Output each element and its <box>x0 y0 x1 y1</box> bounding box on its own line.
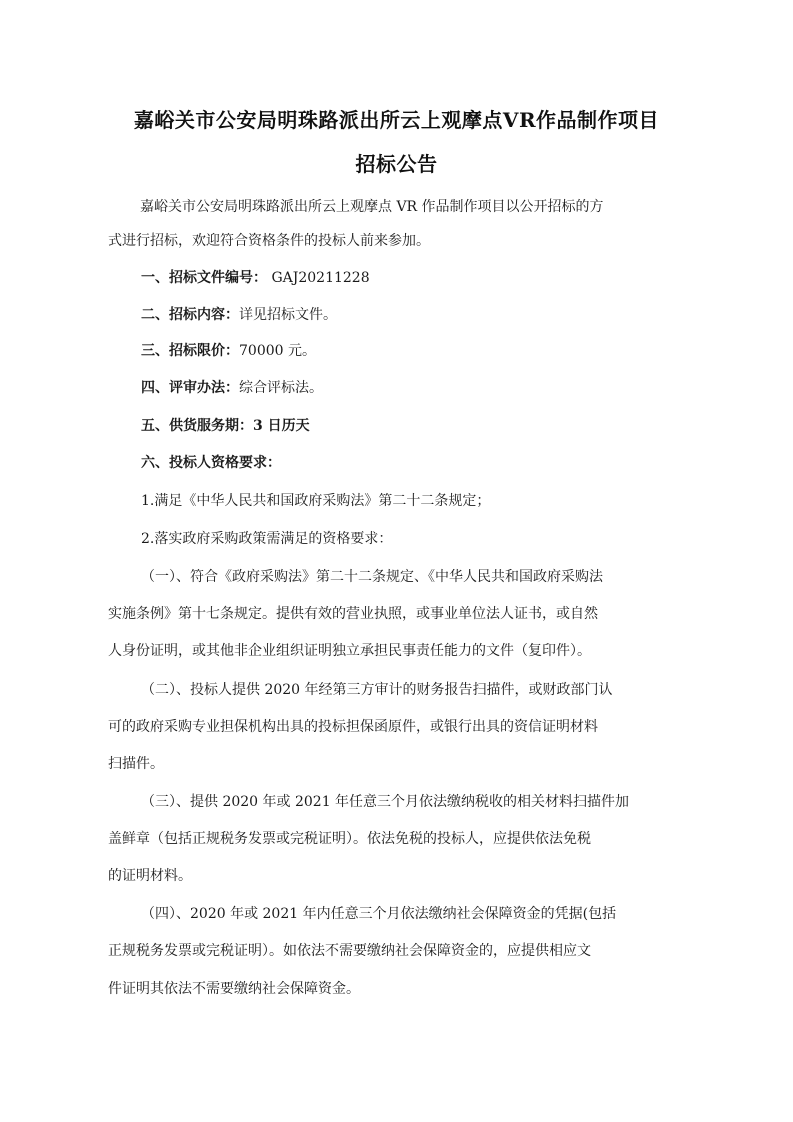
clause-1-line: 人身份证明，或其他非企业组织证明独立承担民事责任能力的文件（复印件）。 <box>108 643 591 659</box>
item-value: 综合评标法。 <box>239 380 323 396</box>
item-file-number <box>141 268 370 288</box>
clause-1-line: 实施条例》第十七条规定。提供有效的营业执照，或事业单位法人证书，或自然 <box>108 606 598 622</box>
item-service-period: 五、供货服务期：3 日历天 <box>141 418 310 434</box>
clause-1-line: （一）、符合《政府采购法》第二十二条规定、《中华人民共和国政府采购法 <box>141 569 603 585</box>
clause-3-line: 的证明材料。 <box>108 868 192 884</box>
clause-4-line: 正规税务发票或完税证明）。如依法不需要缴纳社会保障资金的，应提供相应文 <box>108 943 591 959</box>
item-price-limit <box>141 341 316 361</box>
intro-line: 式进行招标，欢迎符合资格条件的投标人前来参加。 <box>108 233 430 249</box>
item-label: 三、招标限价： <box>141 343 239 359</box>
clause-2-line: 扫描件。 <box>108 756 164 772</box>
item-label: 二、招标内容： <box>141 307 239 323</box>
clause-2-line: 可的政府采购专业担保机构出具的投标担保函原件，或银行出具的资信证明材料 <box>108 719 598 735</box>
item-qualification-heading: 六、投标人资格要求： <box>141 455 281 471</box>
clause-4-line: （四）、2020 年或 2021 年内任意三个月依法缴纳社会保障资金的凭据(包括 <box>141 906 617 922</box>
clause-4-line: 件证明其依法不需要缴纳社会保障资金。 <box>108 981 360 997</box>
clause-3-line: （三）、提供 2020 年或 2021 年任意三个月依法缴纳税收的相关材料扫描件加 <box>141 794 630 810</box>
requirement-2: 2.落实政府采购政策需满足的资格要求： <box>141 531 393 547</box>
requirement-1: 1.满足《中华人民共和国政府采购法》第二十二条规定； <box>141 493 491 509</box>
item-value: 详见招标文件。 <box>239 307 337 323</box>
document-title-line2: 招标公告 <box>355 152 438 176</box>
document-title-line1: 嘉峪关市公安局明珠路派出所云上观摩点VR作品制作项目 <box>133 108 660 132</box>
item-value: GAJ20211228 <box>267 270 370 286</box>
item-label: 四、评审办法： <box>141 380 239 396</box>
item-content <box>141 305 337 325</box>
item-label: 一、招标文件编号： <box>141 270 267 286</box>
item-value: 70000 元。 <box>239 343 316 359</box>
clause-3-line: 盖鲜章（包括正规税务发票或完税证明）。依法免税的投标人，应提供依法免税 <box>108 831 591 847</box>
clause-2-line: （二）、投标人提供 2020 年经第三方审计的财务报告扫描件，或财政部门认 <box>141 682 613 698</box>
intro-line: 嘉峪关市公安局明珠路派出所云上观摩点 VR 作品制作项目以公开招标的方 <box>140 199 604 215</box>
item-review-method <box>141 378 323 398</box>
